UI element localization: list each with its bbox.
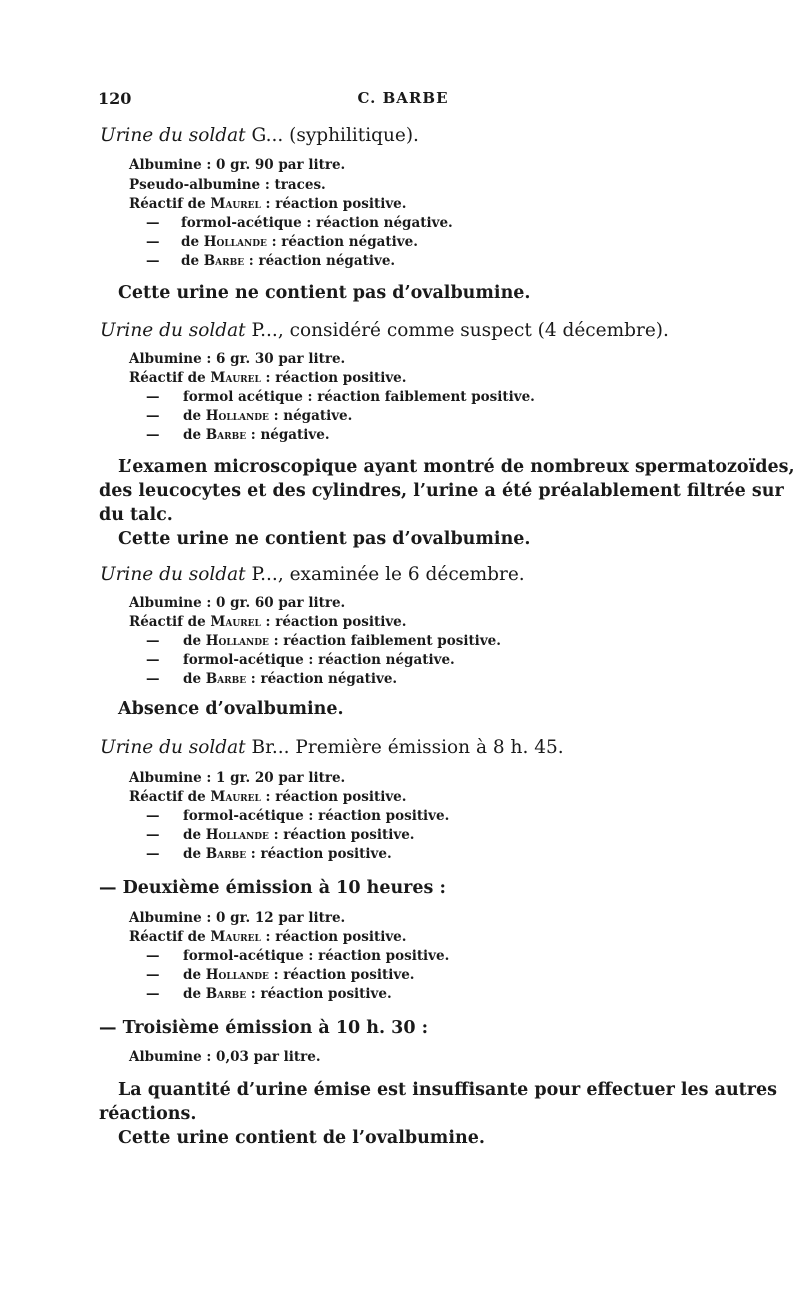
page-number: 120 <box>98 89 132 108</box>
result-line: Réactif de Maurel : réaction positive. <box>129 196 407 212</box>
dash-mark: — <box>146 652 160 668</box>
dash-mark: — <box>146 408 160 424</box>
dash-mark: — <box>146 827 160 843</box>
dash-mark: — <box>146 967 160 983</box>
dash-mark: — <box>146 389 160 405</box>
result-line: de Hollande : réaction négative. <box>181 234 418 250</box>
result-line: de Hollande : réaction positive. <box>183 967 415 983</box>
result-line: Albumine : 0 gr. 60 par litre. <box>129 595 346 611</box>
result-line: Albumine : 0,03 par litre. <box>129 1049 321 1065</box>
result-line: formol-acétique : réaction négative. <box>183 652 455 668</box>
result-line: Réactif de Maurel : réaction positive. <box>129 789 407 805</box>
dash-mark: — <box>146 234 160 250</box>
paragraph-line: du talc. <box>99 505 173 525</box>
paragraph-line: La quantité d’urine émise est insuffisante pour effectuer les autres <box>118 1080 777 1100</box>
section-title: Urine du soldat P..., examinée le 6 décembre. <box>100 564 525 585</box>
result-line: de Barbe : réaction négative. <box>183 671 398 687</box>
page-header <box>98 89 708 111</box>
conclusion: Cette urine ne contient pas d’ovalbumine. <box>118 529 531 549</box>
paragraph-line: réactions. <box>99 1104 197 1124</box>
dash-mark: — <box>146 633 160 649</box>
conclusion: Cette urine ne contient pas d’ovalbumine. <box>118 283 531 303</box>
result-line: de Hollande : réaction positive. <box>183 827 415 843</box>
result-line: de Hollande : réaction faiblement positive. <box>183 633 501 649</box>
dash-mark: — <box>146 215 160 231</box>
result-line: de Barbe : négative. <box>183 427 330 443</box>
running-head: C. BARBE <box>357 89 449 107</box>
result-line: formol-acétique : réaction positive. <box>183 948 450 964</box>
result-line: Pseudo-albumine : traces. <box>129 177 326 193</box>
paragraph-line: des leucocytes et des cylindres, l’urine a été préalablement filtrée sur <box>99 481 784 501</box>
dash-mark: — <box>146 427 160 443</box>
dash-mark: — <box>146 846 160 862</box>
result-line: Albumine : 1 gr. 20 par litre. <box>129 770 346 786</box>
conclusion: Cette urine contient de l’ovalbumine. <box>118 1128 485 1148</box>
section-title: Urine du soldat G... (syphilitique). <box>100 125 419 146</box>
result-line: Réactif de Maurel : réaction positive. <box>129 370 407 386</box>
result-line: Albumine : 0 gr. 12 par litre. <box>129 910 346 926</box>
result-line: Réactif de Maurel : réaction positive. <box>129 614 407 630</box>
result-line: Albumine : 0 gr. 90 par litre. <box>129 157 346 173</box>
section-heading: — Troisième émission à 10 h. 30 : <box>99 1018 429 1038</box>
paragraph-line: L’examen microscopique ayant montré de nombreux spermatozoïdes, <box>118 457 795 477</box>
section-title: Urine du soldat P..., considéré comme suspect (4 décembre). <box>100 320 669 341</box>
result-line: de Barbe : réaction positive. <box>183 846 392 862</box>
section-heading: — Deuxième émission à 10 heures : <box>99 878 446 898</box>
result-line: Réactif de Maurel : réaction positive. <box>129 929 407 945</box>
dash-mark: — <box>146 253 160 269</box>
conclusion: Absence d’ovalbumine. <box>118 699 344 719</box>
result-line: formol acétique : réaction faiblement positive. <box>183 389 535 405</box>
result-line: de Hollande : négative. <box>183 408 353 424</box>
result-line: formol-acétique : réaction négative. <box>181 215 453 231</box>
dash-mark: — <box>146 948 160 964</box>
result-line: de Barbe : réaction positive. <box>183 986 392 1002</box>
dash-mark: — <box>146 808 160 824</box>
result-line: de Barbe : réaction négative. <box>181 253 396 269</box>
section-title: Urine du soldat Br... Première émission à 8 h. 45. <box>100 737 564 758</box>
dash-mark: — <box>146 671 160 687</box>
dash-mark: — <box>146 986 160 1002</box>
result-line: formol-acétique : réaction positive. <box>183 808 450 824</box>
result-line: Albumine : 6 gr. 30 par litre. <box>129 351 346 367</box>
